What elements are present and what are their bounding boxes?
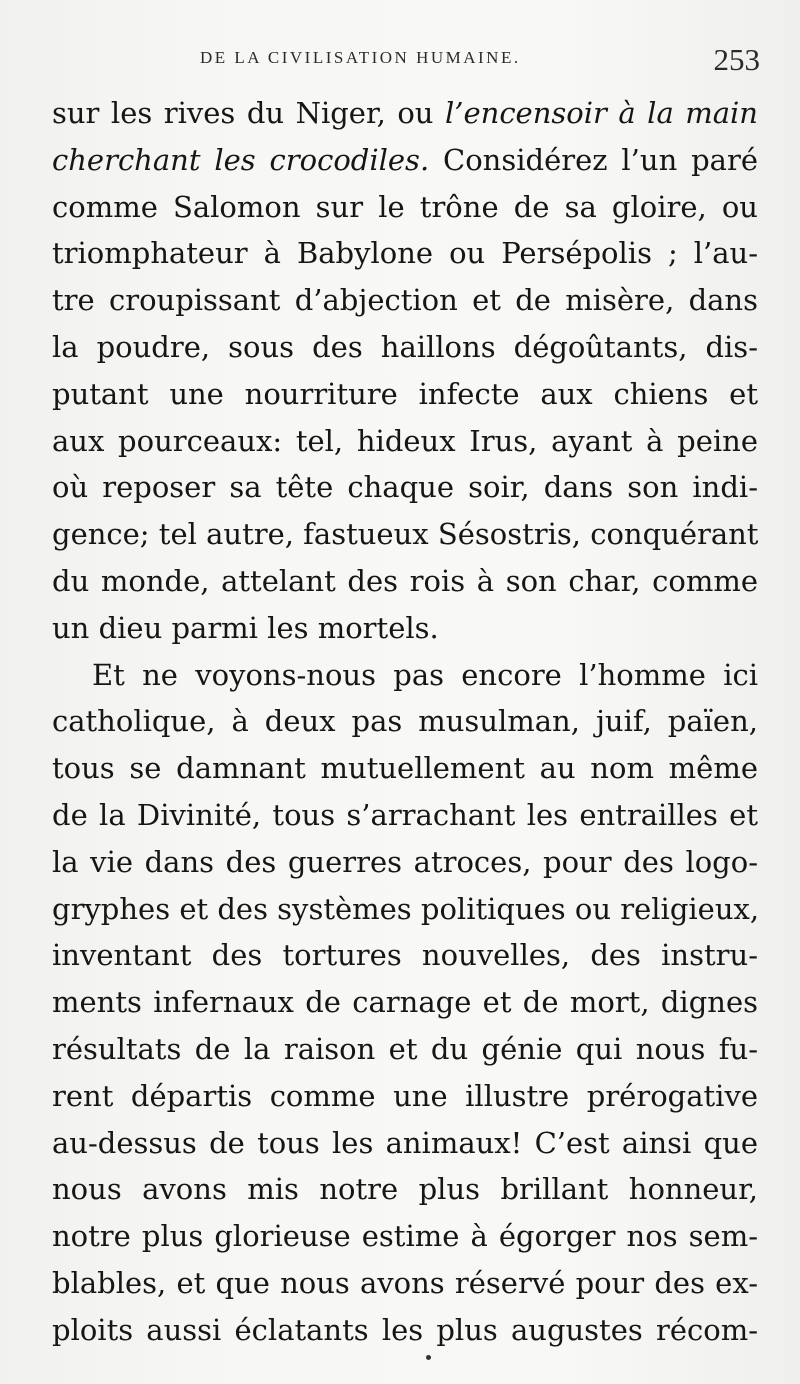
running-title: DE LA CIVILISATION HUMAINE. bbox=[200, 48, 521, 67]
text-line bbox=[52, 698, 758, 745]
text-line bbox=[52, 137, 758, 184]
text-segment: la poudre, sous des haillons dégoûtants, dis- bbox=[52, 329, 758, 364]
text-segment: tous se damnant mutuellement au nom même bbox=[52, 751, 758, 786]
text-line bbox=[52, 418, 758, 465]
italic-text: cherchant les crocodiles. bbox=[52, 142, 430, 177]
text-segment: ments infernaux de carnage et de mort, dignes bbox=[52, 985, 758, 1020]
text-line bbox=[52, 324, 758, 371]
text-line bbox=[52, 558, 758, 605]
paragraph bbox=[52, 90, 758, 652]
text-segment: ploits aussi éclatants les plus augustes récom- bbox=[52, 1312, 758, 1347]
text-segment: rent départis comme une illustre prérogative bbox=[52, 1078, 758, 1113]
text-segment: aux pourceaux: tel, hideux Irus, ayant à peine bbox=[52, 423, 758, 458]
text-line bbox=[52, 792, 758, 839]
text-line bbox=[52, 371, 758, 418]
text-segment: blables, et que nous avons réservé pour des ex- bbox=[52, 1265, 758, 1300]
text-segment: Et ne voyons-nous pas encore l’homme ici bbox=[92, 657, 758, 692]
text-segment: triomphateur à Babylone ou Persépolis ; l’au- bbox=[52, 236, 758, 271]
text-line bbox=[52, 184, 758, 231]
text-line bbox=[52, 839, 758, 886]
text-segment: notre plus glorieuse estime à égorger nos sem- bbox=[52, 1219, 758, 1254]
text-line bbox=[52, 932, 758, 979]
text-segment: un dieu parmi les mortels. bbox=[52, 610, 439, 645]
text-segment: catholique, à deux pas musulman, juif, païen, bbox=[52, 704, 758, 739]
text-line bbox=[52, 1166, 758, 1213]
text-line bbox=[52, 277, 758, 324]
text-line bbox=[52, 1260, 758, 1307]
text-segment: comme Salomon sur le trône de sa gloire, ou bbox=[52, 189, 758, 224]
text-segment: tre croupissant d’abjection et de misère, dans bbox=[52, 283, 758, 318]
text-line bbox=[52, 1213, 758, 1260]
text-line bbox=[52, 652, 758, 699]
text-segment: putant une nourriture infecte aux chiens et bbox=[52, 376, 758, 411]
text-segment: inventant des tortures nouvelles, des instru- bbox=[52, 938, 758, 973]
text-line bbox=[52, 1073, 758, 1120]
italic-text: l’encensoir à la main bbox=[444, 96, 758, 130]
text-segment: la vie dans des guerres atroces, pour des logo- bbox=[52, 844, 758, 879]
text-line bbox=[52, 1307, 758, 1354]
text-line bbox=[52, 511, 758, 558]
text-line bbox=[52, 605, 758, 652]
text-line bbox=[52, 745, 758, 792]
printer-mark bbox=[426, 1355, 431, 1360]
text-line bbox=[52, 1120, 758, 1167]
text-segment: gryphes et des systèmes politiques ou religieux, bbox=[52, 891, 760, 926]
text-segment: de la Divinité, tous s’arrachant les entrailles et bbox=[52, 797, 758, 832]
text-segment: où reposer sa tête chaque soir, dans son indi- bbox=[52, 470, 758, 505]
text-segment: au-dessus de tous les animaux! C’est ainsi que bbox=[52, 1125, 758, 1160]
text-line bbox=[52, 1026, 758, 1073]
text-line bbox=[52, 230, 758, 277]
text-line bbox=[52, 886, 758, 933]
text-segment: gence; tel autre, fastueux Sésostris, conquérant bbox=[52, 517, 759, 552]
text-segment: Considérez l’un paré bbox=[429, 142, 758, 177]
text-line bbox=[52, 979, 758, 1026]
text-segment: nous avons mis notre plus brillant honneur, bbox=[52, 1172, 758, 1207]
text-segment: résultats de la raison et du génie qui nous fu- bbox=[52, 1031, 758, 1066]
text-line bbox=[52, 90, 758, 137]
body-text bbox=[52, 90, 758, 1354]
text-segment: du monde, attelant des rois à son char, comme bbox=[52, 563, 758, 598]
text-line bbox=[52, 464, 758, 511]
paragraph bbox=[52, 652, 758, 1354]
text-segment: sur les rives du Niger, ou bbox=[52, 96, 445, 130]
page-number: 253 bbox=[713, 42, 760, 77]
